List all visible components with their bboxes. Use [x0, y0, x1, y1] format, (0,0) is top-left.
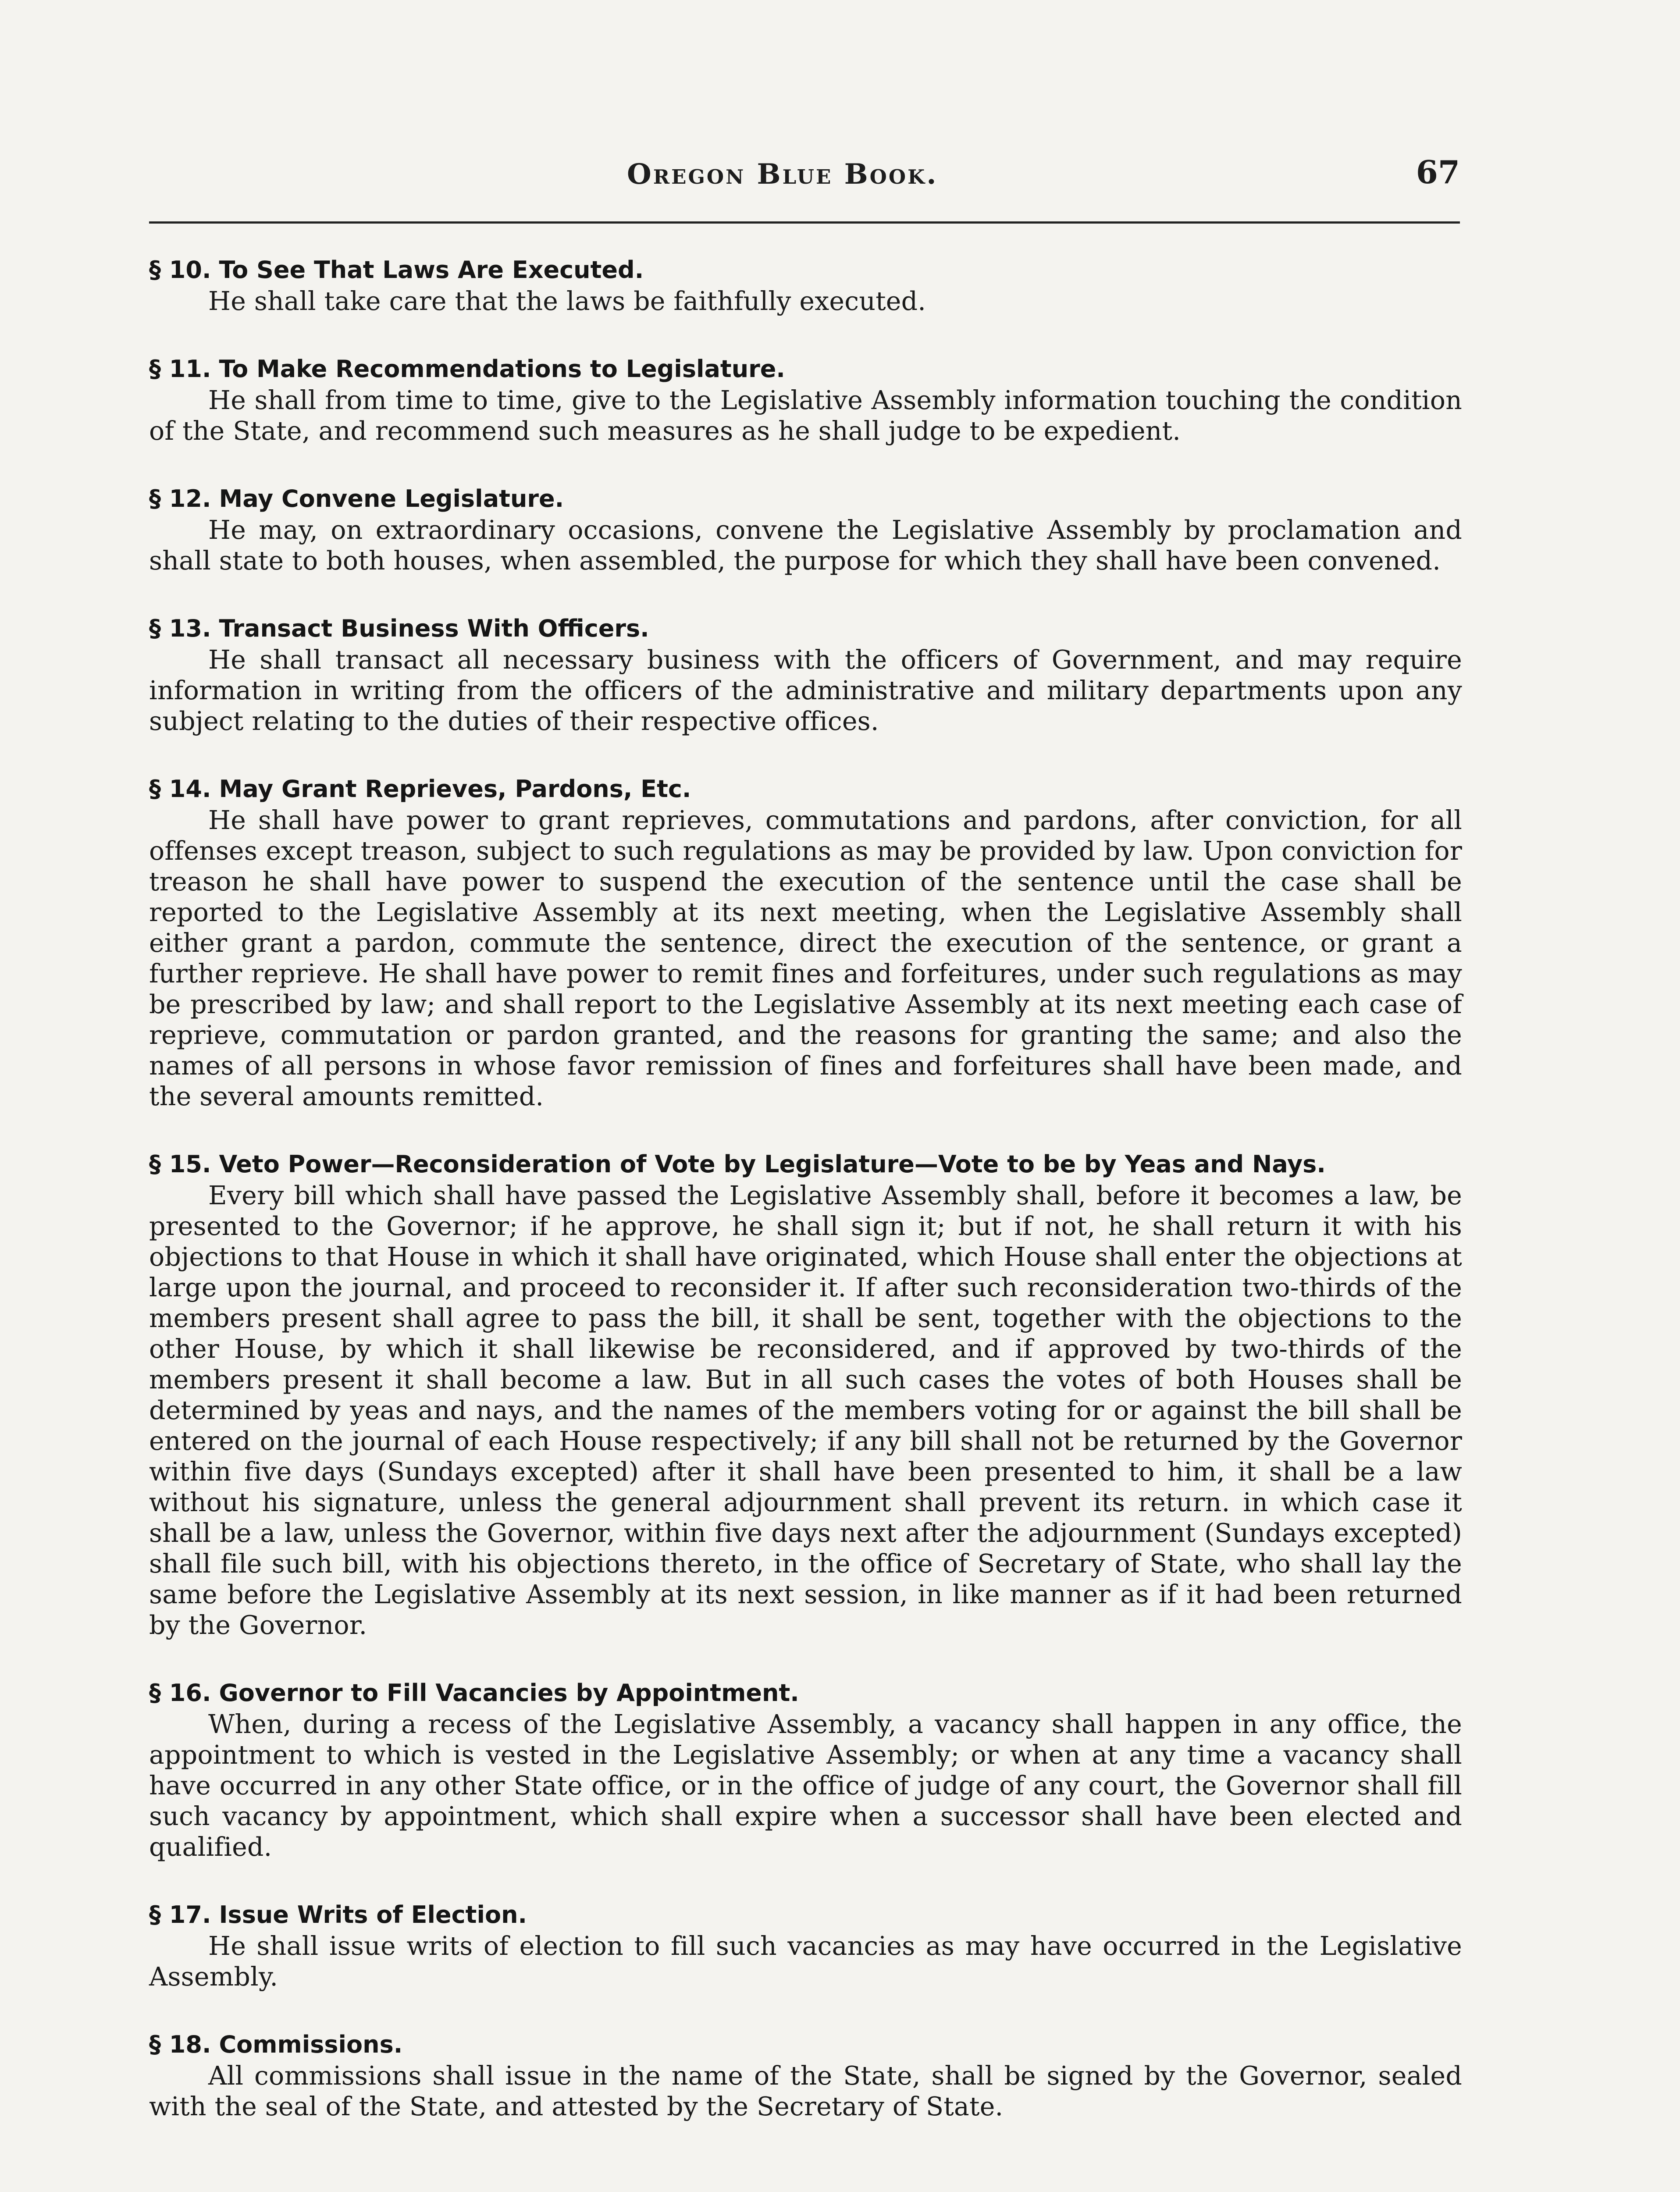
- section-title: Veto Power—Reconsideration of Vote by Legislature—Vote to be by Yeas and Nays.: [219, 1150, 1326, 1178]
- section-heading: [149, 254, 1462, 286]
- section-number: § 11.: [149, 355, 211, 383]
- section-title: May Convene Legislature.: [219, 485, 564, 512]
- section-11: [149, 353, 1462, 446]
- section-14: [149, 773, 1462, 1112]
- section-number: § 18.: [149, 2031, 211, 2058]
- header-rule: [149, 221, 1460, 224]
- section-heading: [149, 1677, 1462, 1709]
- page-number: 67: [1416, 153, 1460, 191]
- section-heading: [149, 773, 1462, 805]
- running-title: Oregon Blue Book.: [627, 158, 938, 191]
- page-header: [149, 149, 1460, 215]
- section-title: Commissions.: [219, 2031, 403, 2058]
- section-text: All commissions shall issue in the name of the State, shall be signed by the Governor, sealed with the seal of the State, and attested by the Secretary of State.: [149, 2061, 1462, 2121]
- section-number: § 14.: [149, 775, 211, 803]
- section-text: He shall have power to grant reprieves, commutations and pardons, after conviction, for all offenses except treason, subject to such regulations as may be provided by law. Upon conviction for treason he shall have power to suspend the execution of the sentence until the case shall be reported to the Legislative Assembly at its next meeting, when the Legislative Assembly shall either grant a pardon, commute the sentence, direct the execution of the sentence, or grant a further reprieve. He shall have power to remit fines and forfeitures, under such regulations as may be prescribed by law; and shall report to the Legislative Assembly at its next meeting each case of reprieve, commutation or pardon granted, and the reasons for granting the same; and also the names of all persons in whose favor remission of fines and forfeitures shall have been made, and the several amounts remitted.: [149, 805, 1462, 1111]
- section-16: [149, 1677, 1462, 1862]
- section-title: Governor to Fill Vacancies by Appointment.: [219, 1679, 799, 1707]
- section-text: He shall issue writs of election to fill such vacancies as may have occurred in the Legislative Assembly.: [149, 1931, 1462, 1992]
- section-title: May Grant Reprieves, Pardons, Etc.: [219, 775, 691, 803]
- page-content: [149, 254, 1462, 2159]
- section-heading: [149, 1899, 1462, 1931]
- section-text: He shall transact all necessary business with the officers of Government, and may require information in writing from the officers of the administrative and military departments upon any subject relating to the duties of their respective offices.: [149, 645, 1462, 736]
- section-heading: [149, 1149, 1462, 1180]
- section-number: § 13.: [149, 615, 211, 642]
- section-title: To See That Laws Are Executed.: [219, 256, 644, 284]
- section-text: Every bill which shall have passed the Legislative Assembly shall, before it becomes a law, be presented to the Governor; if he approve, he shall sign it; but if not, he shall return it with his objections to that House in which it shall have originated, which House shall enter the objections at large upon the journal, and proceed to reconsider it. If after such reconsideration two-thirds of the members present shall agree to pass the bill, it shall be sent, together with the objections to the other House, by which it shall likewise be reconsidered, and if approved by two-thirds of the members present it shall become a law. But in all such cases the votes of both Houses shall be determined by yeas and nays, and the names of the members voting for or against the bill shall be entered on the journal of each House respectively; if any bill shall not be returned by the Governor within five days (Sundays excepted) after it shall have been presented to him, it shall be a law without his signature, unless the general adjournment shall prevent its return. in which case it shall be a law, unless the Governor, within five days next after the adjournment (Sundays excepted) shall file such bill, with his objections thereto, in the office of Secretary of State, who shall lay the same before the Legislative Assembly at its next session, in like manner as if it had been returned by the Governor.: [149, 1181, 1462, 1640]
- section-15: [149, 1149, 1462, 1640]
- section-17: [149, 1899, 1462, 1992]
- section-title: Transact Business With Officers.: [219, 615, 649, 642]
- section-18: [149, 2029, 1462, 2122]
- section-13: [149, 613, 1462, 737]
- section-number: § 16.: [149, 1679, 211, 1707]
- section-heading: [149, 353, 1462, 385]
- section-text: He may, on extraordinary occasions, convene the Legislative Assembly by proclamation and shall state to both houses, when assembled, the purpose for which they shall have been convened.: [149, 515, 1462, 576]
- section-title: To Make Recommendations to Legislature.: [219, 355, 785, 383]
- section-number: § 17.: [149, 1901, 211, 1929]
- section-heading: [149, 613, 1462, 644]
- section-number: § 10.: [149, 256, 211, 284]
- section-12: [149, 483, 1462, 576]
- section-number: § 12.: [149, 485, 211, 512]
- section-10: [149, 254, 1462, 317]
- section-text: When, during a recess of the Legislative Assembly, a vacancy shall happen in any office, the appointment to which is vested in the Legislative Assembly; or when at any time a vacancy shall have occurred in any other State office, or in the office of judge of any court, the Governor shall fill such vacancy by appointment, which shall expire when a successor shall have been elected and qualified.: [149, 1709, 1462, 1862]
- section-number: § 15.: [149, 1150, 211, 1178]
- section-heading: [149, 2029, 1462, 2060]
- section-title: Issue Writs of Election.: [219, 1901, 527, 1929]
- section-text: He shall take care that the laws be faithfully executed.: [208, 286, 926, 316]
- section-text: He shall from time to time, give to the Legislative Assembly information touching the condition of the State, and recommend such measures as he shall judge to be expedient.: [149, 385, 1462, 446]
- section-heading: [149, 483, 1462, 515]
